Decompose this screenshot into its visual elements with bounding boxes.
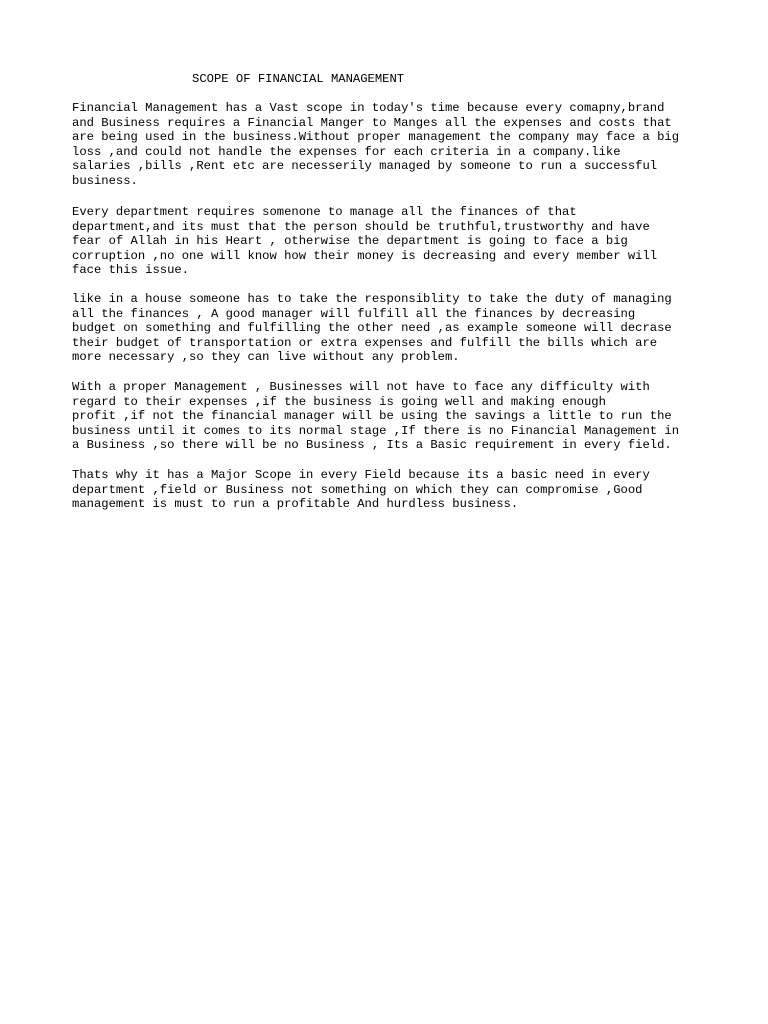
paragraph-4 <box>72 380 679 453</box>
paragraph-5 <box>72 468 650 512</box>
document-title: SCOPE OF FINANCIAL MANAGEMENT <box>192 72 405 86</box>
line: corruption ,no one will know how their money is decreasing and every member will <box>72 248 658 263</box>
line: loss ,and could not handle the expenses for each criteria in a company.like <box>72 144 621 159</box>
line: Financial Management has a Vast scope in today's time because every comapny,brand <box>72 101 665 115</box>
line: their budget of transportation or extra expenses and fulfill the bills which are <box>72 335 658 350</box>
line: like in a house someone has to take the responsiblity to take the duty of managing <box>72 292 672 306</box>
line: Thats why it has a Major Scope in every Field because its a basic need in every <box>72 468 650 482</box>
line: department ,field or Business not something on which they can compromise ,Good <box>72 482 643 497</box>
paragraph-3 <box>72 292 672 365</box>
line: business. <box>72 173 138 188</box>
line: With a proper Management , Businesses will not have to face any difficulty with <box>72 380 650 394</box>
paragraph-1 <box>72 101 679 189</box>
line: face this issue. <box>72 263 190 278</box>
paragraph-2 <box>72 205 657 278</box>
line: Every department requires somenone to manage all the finances of that <box>72 205 577 219</box>
line: salaries ,bills ,Rent etc are necesserily managed by someone to run a successful <box>72 159 658 174</box>
line: profit ,if not the financial manager will be using the savings a little to run the <box>72 409 672 424</box>
line: and Business requires a Financial Manger to Manges all the expenses and costs that <box>72 115 672 130</box>
line: a Business ,so there will be no Business , Its a Basic requirement in every field. <box>72 438 672 453</box>
line: business until it comes to its normal stage ,If there is no Financial Management in <box>72 423 680 438</box>
line: department,and its must that the person should be truthful,trustworthy and have <box>72 219 650 234</box>
line: all the finances , A good manager will fulfill all the finances by decreasing <box>72 306 636 321</box>
line: more necessary ,so they can live without any problem. <box>72 350 460 365</box>
line: budget on something and fulfilling the other need ,as example someone will decrase <box>72 321 672 336</box>
line: management is must to run a profitable And hurdless business. <box>72 497 519 512</box>
line: are being used in the business.Without proper management the company may face a big <box>72 130 680 145</box>
line: fear of Allah in his Heart , otherwise the department is going to face a big <box>72 234 628 249</box>
line: regard to their expenses ,if the business is going well and making enough <box>72 394 606 409</box>
